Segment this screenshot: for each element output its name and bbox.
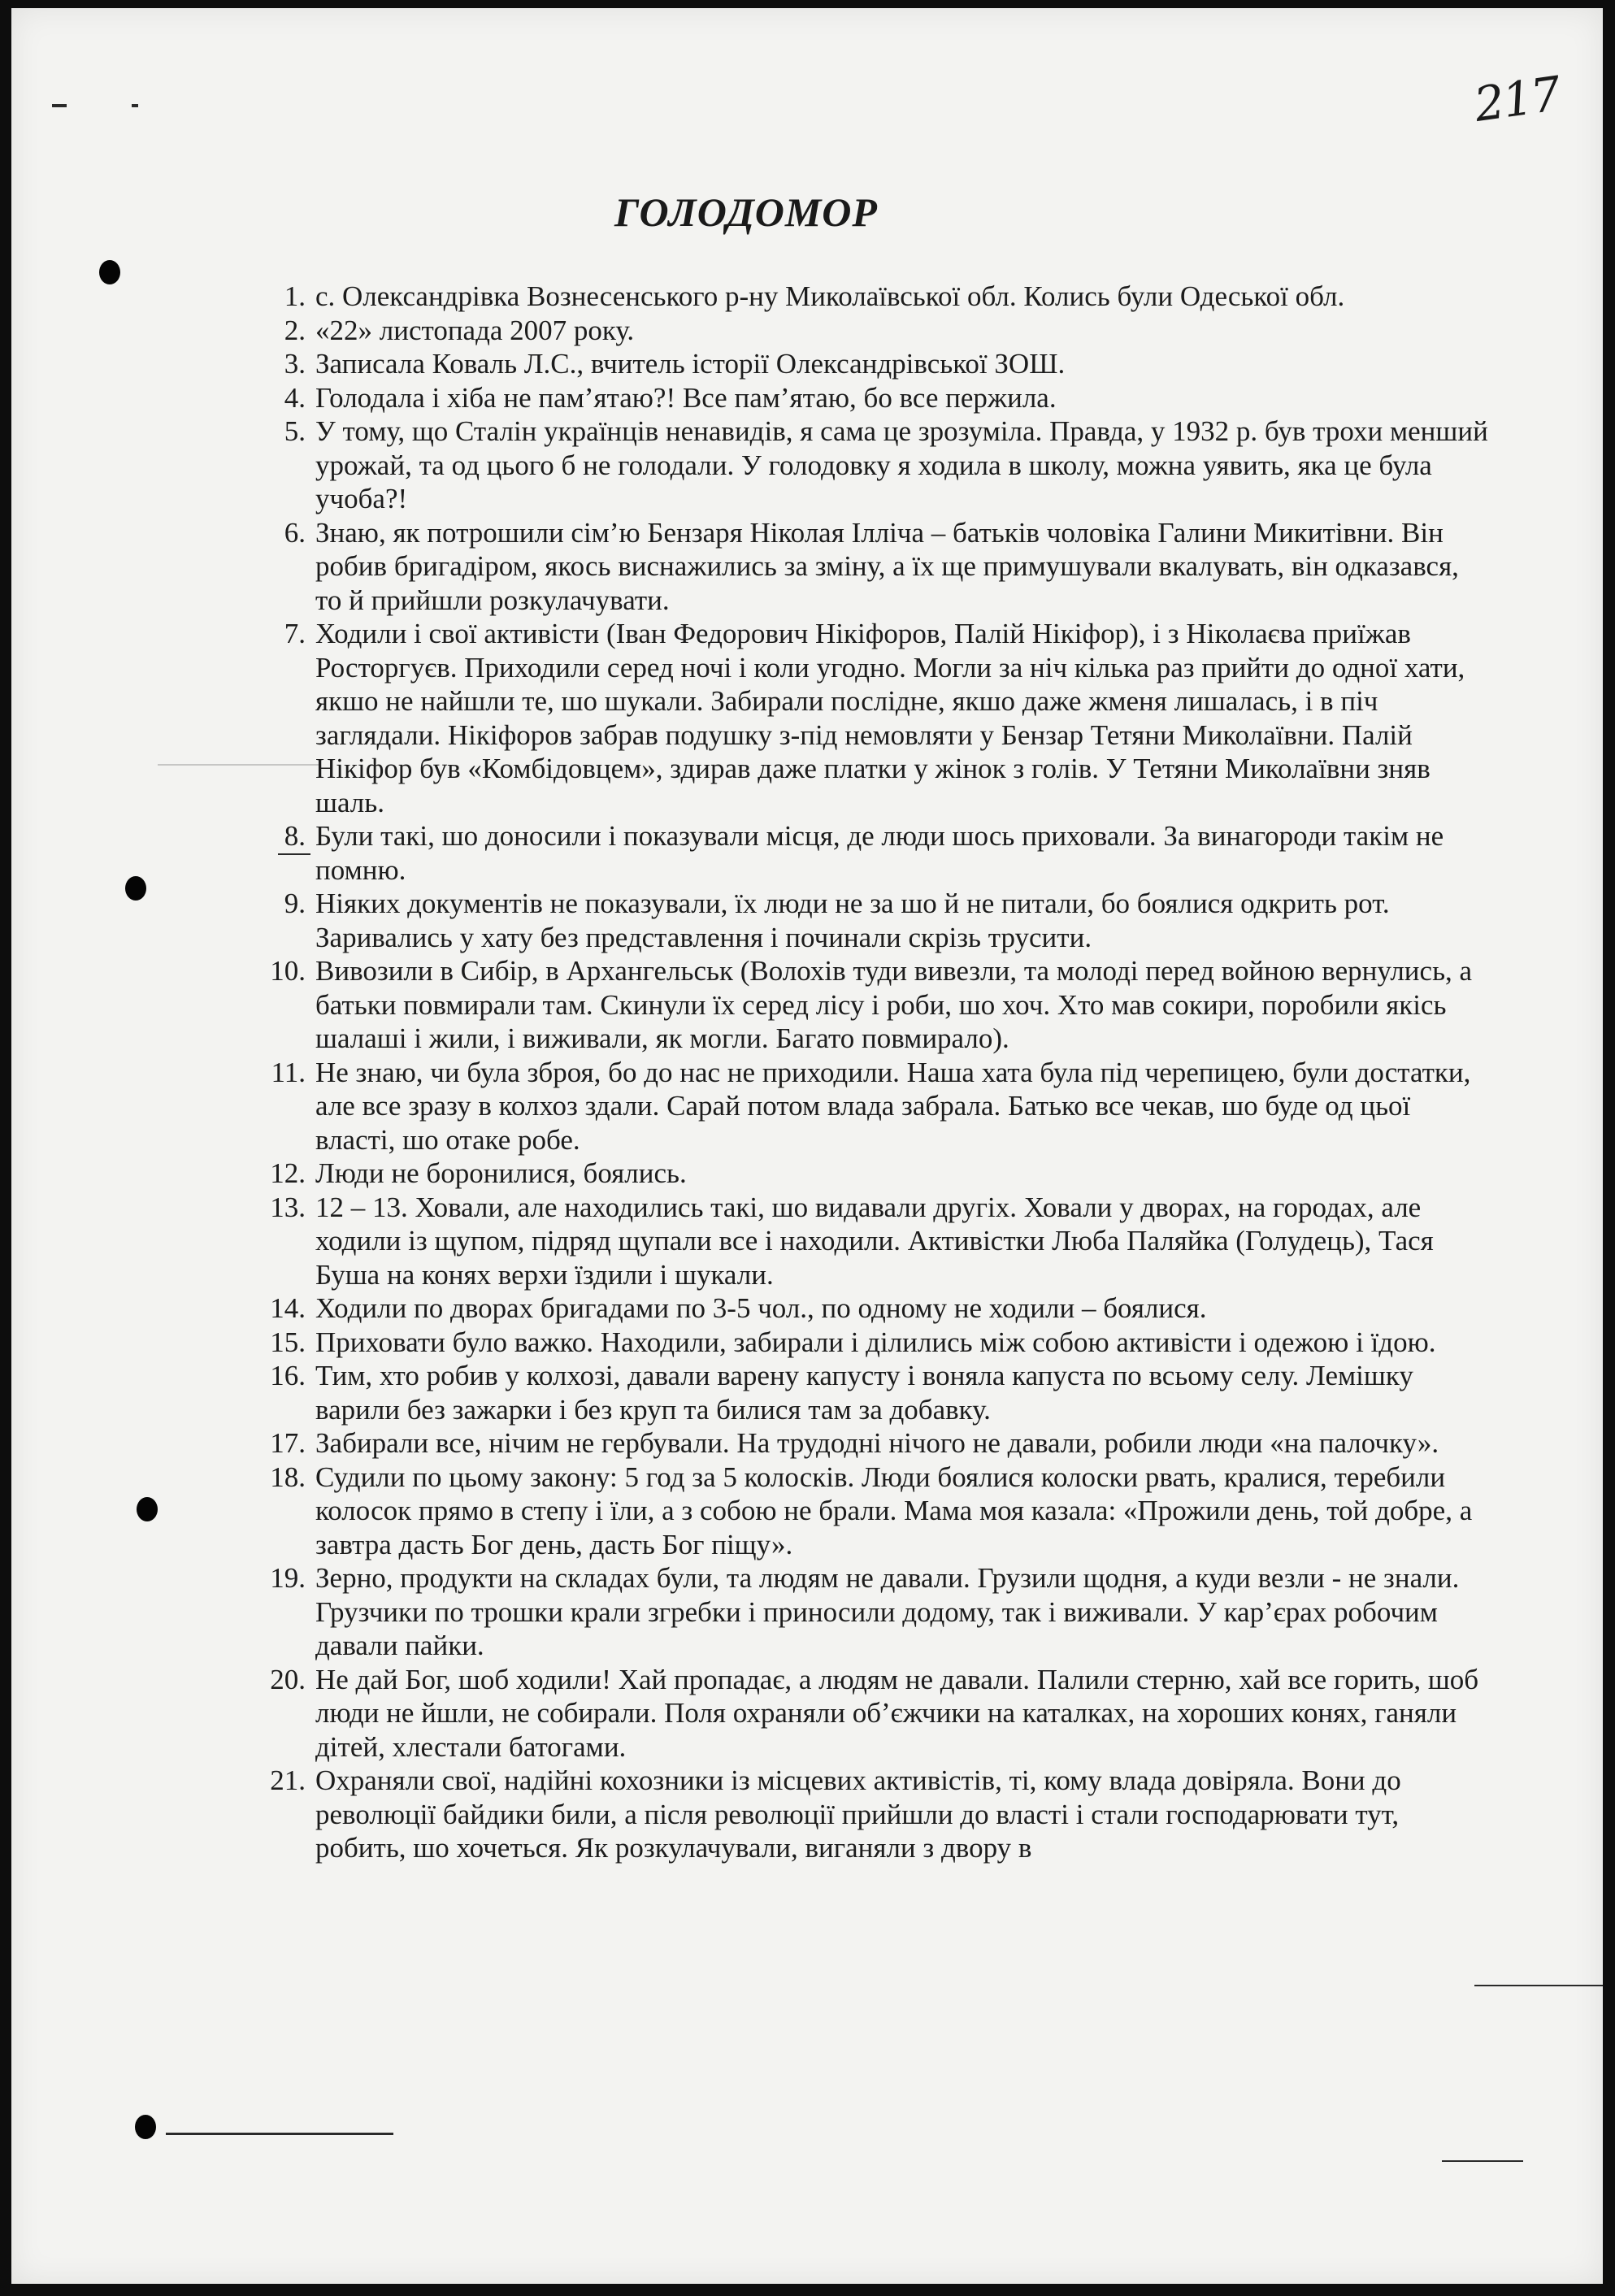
item-text: Голодала і хіба не пам’ятаю?! Все пам’ятаю, бо все пержила. xyxy=(315,381,1057,414)
item-number: 16. xyxy=(270,1360,306,1391)
pen-line xyxy=(1474,1985,1603,1986)
list-item xyxy=(11,314,1603,348)
item-number: 6. xyxy=(284,516,306,549)
pen-line xyxy=(1442,2160,1523,2162)
item-text: 12 – 13. Ховали, але находились такі, шо видавали другіх. Ховали у дворах, на городах, але ходили із щупом, підряд щупали все і находили. Активістки Люба Паляйка (Голудець), Тася Буша на конях верхи їздили і шукали. xyxy=(315,1191,1434,1291)
item-number: 14. xyxy=(270,1292,306,1324)
item-text: Тим, хто робив у колхозі, давали варену капусту і воняла капуста по всьому селу. Лемішку варили без зажарки і без круп та билися там за добавку. xyxy=(315,1360,1413,1426)
item-text: У тому, що Сталін українців ненавидів, я сама це зрозуміла. Правда, у 1932 р. був трохи менший урожай, та од цього б не голодали. У голодовку я ходила в школу, можна уявить, яка це була учоба?! xyxy=(315,415,1488,514)
item-number: 17. xyxy=(270,1427,306,1459)
item-text: Знаю, як потрошили сім’ю Бензаря Ніколая Ілліча – батьків чоловіка Галини Микитівни. Він робив бригадіром, якось виснажились за зміну, а їх ще примушували вкалувать, він одказався, то й прийшли розкулачувати. xyxy=(315,516,1459,616)
item-text: Приховати було важко. Находили, забирали і ділились між собою активісти і одежою і їдою. xyxy=(315,1326,1436,1358)
item-number: 12. xyxy=(270,1157,306,1189)
punch-hole xyxy=(135,2115,156,2139)
list-item xyxy=(11,381,1603,415)
list-item xyxy=(11,1191,1603,1292)
list-item xyxy=(11,1764,1603,1865)
list-item xyxy=(11,819,1603,887)
list-item xyxy=(11,1326,1603,1360)
item-text: Зерно, продукти на складах були, та людям не давали. Грузили щодня, а куди везли - не знали. Грузчики по трошки крали згребки і приносили додому, так і виживали. У кар’єрах робочим давали пайки. xyxy=(315,1562,1460,1661)
item-number: 13. xyxy=(270,1191,306,1223)
item-number: 20. xyxy=(270,1663,306,1695)
item-number: 15. xyxy=(270,1326,306,1358)
item-text: Не знаю, чи була зброя, бо до нас не приходили. Наша хата була під черепицею, були достатки, але все зразу в колхоз здали. Сарай потом влада забрала. Батько все чекав, шо буде од цьої власті, шо отаке робе. xyxy=(315,1056,1471,1156)
item-number: 1. xyxy=(284,280,306,312)
item-text: Не дай Бог, шоб ходили! Хай пропадає, а людям не давали. Палили стерню, хай все горить, шоб люди не йшли, не собирали. Поля охраняли об’єжчики на каталках, на хороших конях, ганяли дітей, хлестали батогами. xyxy=(315,1663,1479,1763)
list-item xyxy=(11,887,1603,954)
list-item xyxy=(11,1561,1603,1663)
list-item xyxy=(11,1663,1603,1764)
testimony-list xyxy=(11,280,1603,1865)
list-item xyxy=(11,414,1603,516)
item-text: Судили по цьому закону: 5 год за 5 колосків. Люди боялися колоски рвать, кралися, теребили колосок прямо в степу і їли, а з собою не брали. Мама моя казала: «Прожили день, той добре, а завтра дасть Бог день, дасть Бог піщу». xyxy=(315,1460,1473,1560)
item-text: Люди не боронилися, боялись. xyxy=(315,1157,687,1189)
item-number: 2. xyxy=(284,314,306,346)
item-text: Ніяких документів не показували, їх люди не за шо й не питали, бо боялися одкрить рот. Заривались у хату без представлення і починали скрізь трусити. xyxy=(315,888,1390,953)
list-item xyxy=(11,347,1603,381)
item-text: Ходили і свої активісти (Іван Федорович Нікіфоров, Палій Нікіфор), і з Ніколаєва приїжав Росторгуєв. Приходили серед ночі і коли угодно. Могли за ніч кілька раз прийти до одної хати, якшо не найшли те, шо шукали. Забирали послідне, якшо даже жменя лишалась, і в піч заглядали. Нікіфоров забрав подушку з-під немовляти у Бензар Тетяни Миколаївни. Палій Нікіфор був «Комбідовцем», здирав даже платки у жінок з голів. У Тетяни Миколаївни зняв шаль. xyxy=(315,618,1465,818)
item-text: Записала Коваль Л.С., вчитель історії Олександрівської ЗОШ. xyxy=(315,348,1066,380)
item-number: 21. xyxy=(270,1764,306,1796)
pen-line xyxy=(166,2133,393,2135)
item-text: Охраняли свої, надійні кохозники із місцевих активістів, ті, кому влада довіряла. Вони до революції байдики били, а після революції прийшли до власті і стали господарювати тут, робить, шо хочеться. Як розкулачували, виганяли з двору в xyxy=(315,1764,1401,1864)
item-text: Вивозили в Сибір, в Архангельськ (Волохів туди вивезли, та молоді перед войною вернулись, а батьки повмирали там. Скинули їх серед лісу і роби, шо хоч. Хто мав сокири, поробили якісь шалаші і жили, і виживали, як могли. Багато повмирало). xyxy=(315,955,1473,1054)
list-item xyxy=(11,280,1603,314)
list-item xyxy=(11,1460,1603,1562)
item-number: 11. xyxy=(271,1056,306,1088)
item-text: Були такі, шо доносили і показували місця, де люди шось приховали. За винагороди такім не помню. xyxy=(315,820,1444,886)
list-item xyxy=(11,954,1603,1056)
list-item xyxy=(11,516,1603,618)
item-number: 5. xyxy=(284,415,306,447)
item-number: 9. xyxy=(284,888,306,919)
item-number: 3. xyxy=(284,348,306,380)
scan-mark xyxy=(52,104,67,107)
item-text: Ходили по дворах бригадами по 3-5 чол., по одному не ходили – боялися. xyxy=(315,1292,1207,1324)
list-item xyxy=(11,617,1603,819)
item-number: 8. xyxy=(284,820,306,852)
list-item xyxy=(11,1359,1603,1426)
list-item xyxy=(11,1291,1603,1326)
item-number: 7. xyxy=(284,618,306,649)
item-number: 19. xyxy=(270,1562,306,1594)
item-text: Забирали все, нічим не гербували. На трудодні нічого не давали, робили люди «на палочку». xyxy=(315,1427,1439,1459)
item-text: «22» листопада 2007 року. xyxy=(315,314,635,346)
list-item xyxy=(11,1056,1603,1157)
item-number: 18. xyxy=(270,1460,306,1493)
item-number: 4. xyxy=(284,381,306,414)
item-text: с. Олександрівка Вознесенського р-ну Миколаївської обл. Колись були Одеської обл. xyxy=(315,280,1345,312)
item-number: 10. xyxy=(270,955,306,987)
list-item xyxy=(11,1157,1603,1191)
page-number: 217 xyxy=(1470,66,1563,132)
list-item xyxy=(11,1426,1603,1460)
page-title: ГОЛОДОМОР xyxy=(614,189,878,235)
scan-mark xyxy=(132,104,138,107)
document-page xyxy=(11,8,1603,2284)
